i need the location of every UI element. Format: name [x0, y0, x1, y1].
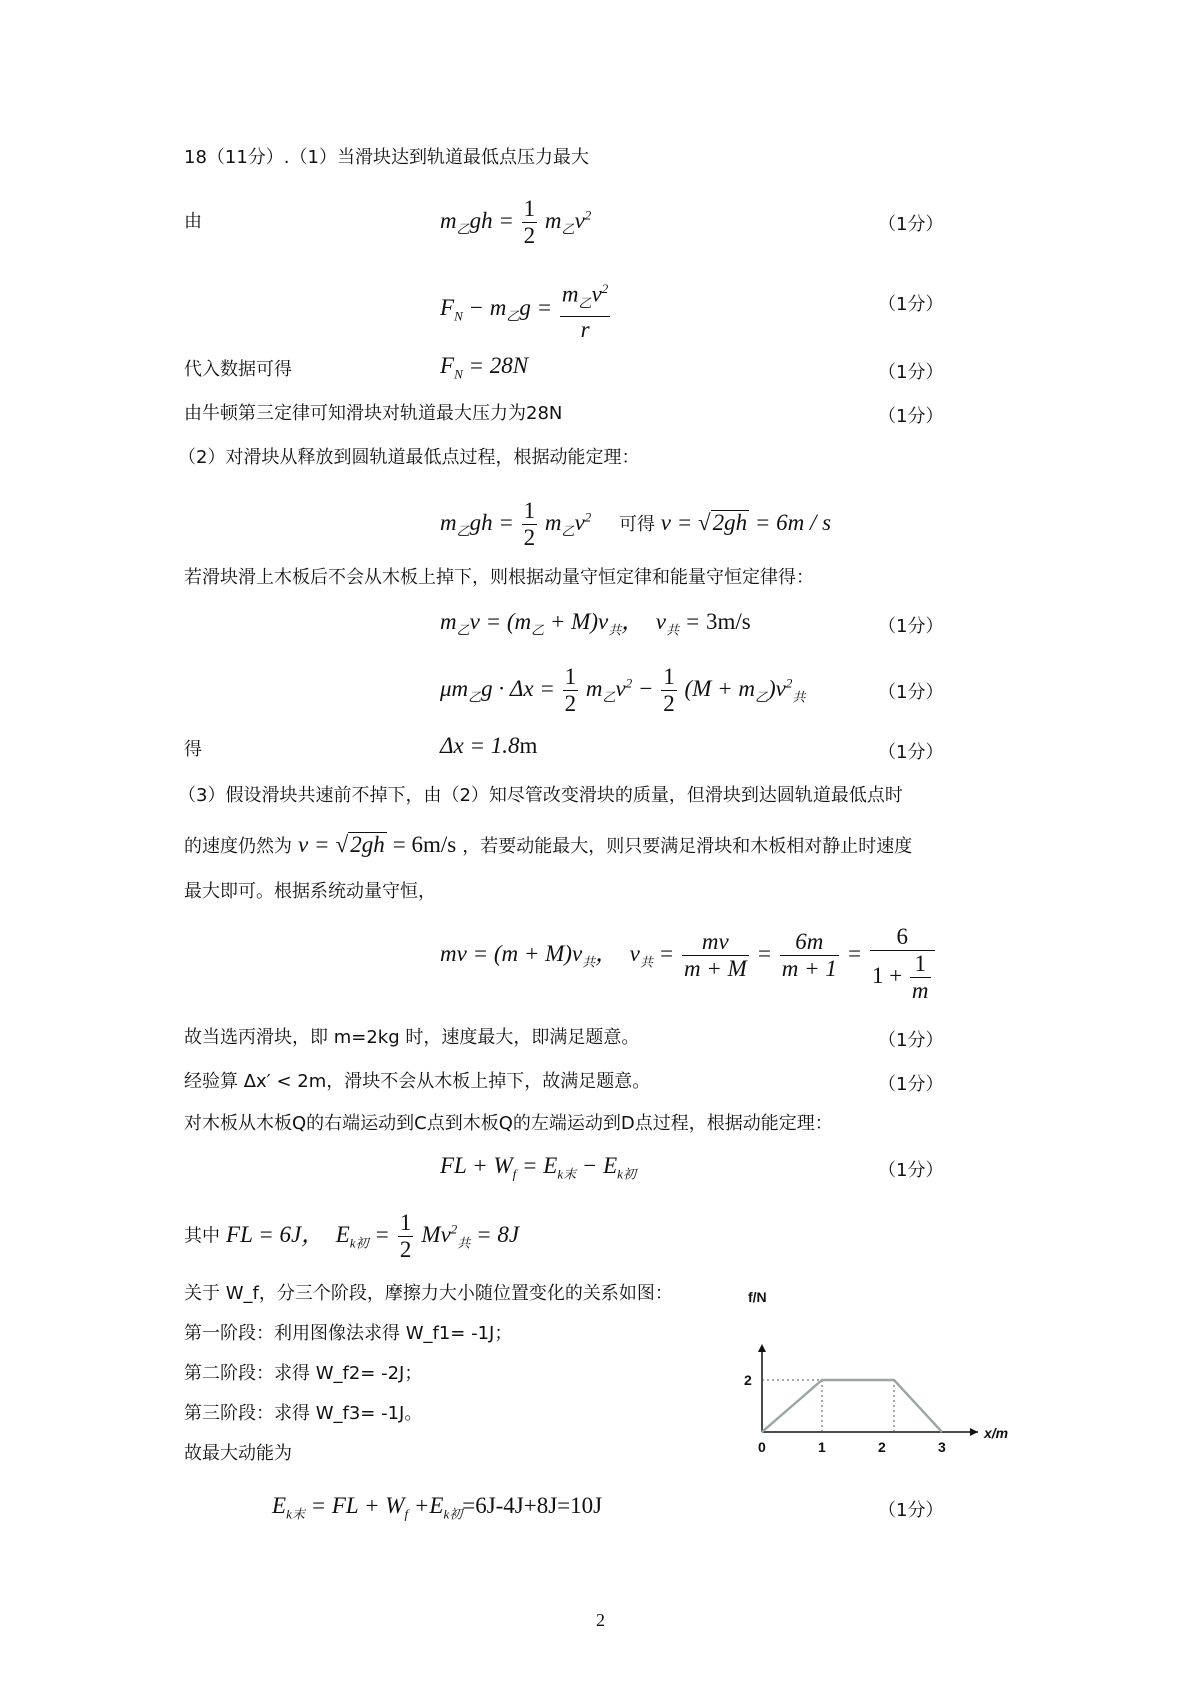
result-label: 得 — [184, 739, 202, 760]
score-label: （1分） — [878, 362, 944, 383]
score-label: （1分） — [878, 1500, 944, 1521]
equation-work-energy: FL + $W_f = E_{k末} - E_{k初}$ — [440, 1153, 636, 1182]
y-axis-label: f/N — [748, 1289, 767, 1305]
score-label: （1分） — [878, 214, 944, 235]
score-label: （1分） — [878, 1074, 944, 1095]
score-label: （1分） — [878, 1030, 944, 1051]
x-tick-label: 2 — [878, 1439, 886, 1455]
equation-result-fn: $F_N = 28N$ — [440, 353, 529, 382]
stage2-text: 第二阶段：求得 W_f2= -2J； — [184, 1363, 423, 1384]
equation-normal-force: $F_N - m_乙g$ = $\frac{m_乙v^2}{r}$ — [440, 276, 612, 343]
friction-series-line — [762, 1380, 942, 1432]
score-label: （1分） — [878, 1160, 944, 1181]
newton-third-law-text: 由牛顿第三定律可知滑块对轨道最大压力为28N — [184, 403, 563, 424]
substitute-label: 代入数据可得 — [184, 359, 292, 380]
equation-final: $E_{k末}$ = FL + $W_f +E_{k初}=6J-4J+8J=10J$ — [272, 1493, 603, 1522]
part3-line1: （3）假设滑块共速前不掉下，由（2）知尽管改变滑块的质量，但滑块到达圆轨道最低点时 — [178, 785, 903, 806]
friction-work-intro: 关于 W_f，分三个阶段，摩擦力大小随位置变化的关系如图： — [184, 1283, 673, 1304]
score-label: （1分） — [878, 616, 944, 637]
score-label: （1分） — [878, 742, 944, 763]
x-axis-arrow — [970, 1428, 978, 1436]
part2-intro: （2）对滑块从释放到圆轨道最低点过程，根据动能定理： — [178, 447, 640, 468]
stage1-text: 第一阶段：利用图像法求得 W_f1= -1J； — [184, 1323, 513, 1344]
conclusion-text: 故最大动能为 — [184, 1443, 292, 1464]
page-number: 2 — [596, 1610, 605, 1630]
x-axis-label: x/m — [984, 1425, 1009, 1441]
selection-text: 故当选丙滑块，即 m=2kg 时，速度最大，即满足题意。 — [184, 1027, 640, 1048]
where-values: 其中 FL = 6J， $E_{k初}$ = $\frac{1}{2}$ $Mv^2_共 = 8J$ — [184, 1210, 520, 1262]
section-heading: 18（11分）.（1）当滑块达到轨道最低点压力最大 — [184, 147, 589, 168]
friction-position-chart — [738, 1288, 1018, 1468]
part3-line3: 最大即可。根据系统动量守恒， — [184, 881, 436, 902]
board-process-text: 对木板从木板Q的右端运动到C点到木板Q的左端运动到D点过程，根据动能定理： — [184, 1113, 833, 1134]
x-tick-label: 0 — [758, 1439, 766, 1455]
score-label: （1分） — [878, 294, 944, 315]
y-axis-arrow — [758, 1344, 766, 1352]
conservation-condition: 若滑块滑上木板后不会从木板上掉下，则根据动量守恒定律和能量守恒定律得： — [184, 567, 814, 588]
score-label: （1分） — [878, 682, 944, 703]
y-tick-label: 2 — [744, 1372, 752, 1388]
equation-energy-1: $m_乙gh$ = $\frac{1}{2}$ $m_乙v^2$ — [440, 196, 592, 248]
from-label: 由 — [184, 211, 202, 232]
equation-delta-x: Δx = 1.8m — [440, 733, 538, 758]
equation-common-velocity: mv = $(m + M)v_共$， $v_共$ = $\frac{mv}{m + M}$ = $\frac{6m}{m + 1}$ = 6 1 + $\frac{1}{m}$ — [440, 924, 937, 1004]
stage3-text: 第三阶段：求得 W_f3= -1J。 — [184, 1403, 423, 1424]
score-label: （1分） — [878, 406, 944, 427]
x-tick-label: 1 — [818, 1439, 826, 1455]
part3-line2: 的速度仍然为 v = √2gh = 6m/s ，若要动能最大，则只要满足滑块和木板相对静止时速度 — [184, 832, 913, 857]
equation-energy-loss: $\mu m_乙g \cdot \Delta x$ = $\frac{1}{2}$ $m_乙v^2$ − $\frac{1}{2}$ $(M + m_乙)v^2_共$ — [440, 664, 806, 716]
check-text: 经验算 Δx′ < 2m，滑块不会从木板上掉下，故满足题意。 — [184, 1071, 651, 1092]
x-tick-label: 3 — [938, 1439, 946, 1455]
equation-momentum: $m_乙v = (m_乙 + M)v_共$， $v_共 = 3m/s$ — [440, 609, 751, 638]
equation-energy-2: $m_乙gh$ = $\frac{1}{2}$ $m_乙v^2$ 可得 v = √2gh = 6m / s — [440, 498, 832, 550]
